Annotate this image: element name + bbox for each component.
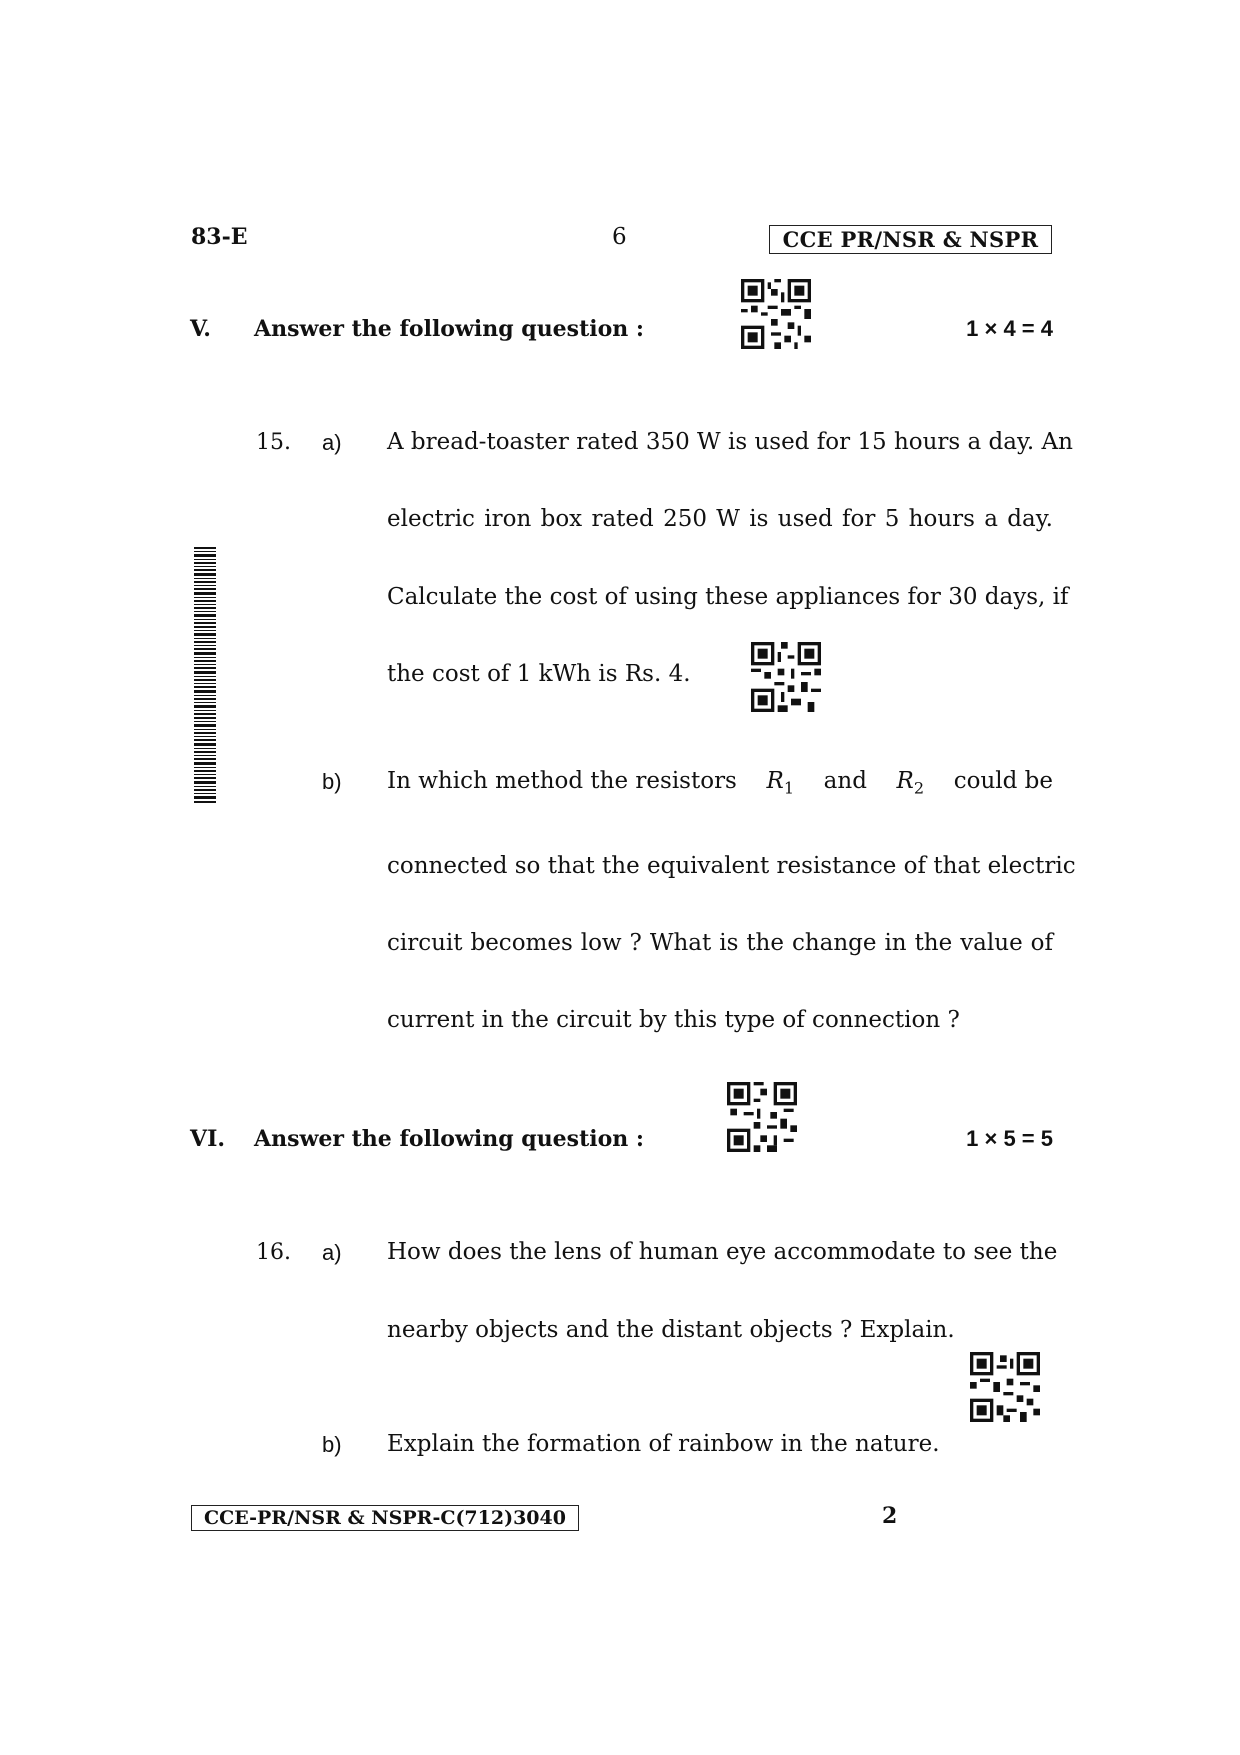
text: could be [953, 768, 1053, 794]
question-15b-line: connected so that the equivalent resistance of that electric [387, 853, 1076, 879]
resistor-r1 [766, 768, 794, 798]
subscript: 2 [913, 778, 925, 798]
page-number: 6 [612, 224, 627, 250]
paper-code: 83-E [191, 224, 248, 250]
exam-code-box: CCE PR/NSR & NSPR [769, 225, 1052, 254]
footer-code-box: CCE-PR/NSR & NSPR-C(712)3040 [191, 1505, 579, 1531]
resistor-r2 [897, 768, 925, 798]
question-15-number: 15. [256, 430, 291, 455]
section-v-title: Answer the following question : [254, 316, 645, 342]
question-15b-first-line [387, 768, 1053, 798]
question-16-number: 16. [256, 1240, 291, 1265]
section-vi-marks: 1 × 5 = 5 [966, 1126, 1053, 1151]
question-15a-line: A bread-toaster rated 350 W is used for 15 hours a day. An [387, 429, 1073, 455]
question-15b-line: current in the circuit by this type of connection ? [387, 1007, 960, 1033]
section-v-marks: 1 × 4 = 4 [966, 316, 1053, 341]
question-16a-label: a) [322, 1240, 342, 1265]
question-16a-line: nearby objects and the distant objects ? Explain. [387, 1317, 955, 1343]
text: and [823, 768, 867, 794]
qr-code-icon [741, 279, 811, 349]
footer-sheet-number: 2 [882, 1503, 898, 1529]
barcode-icon [194, 547, 216, 803]
section-vi-title: Answer the following question : [254, 1126, 645, 1152]
question-16b-label: b) [322, 1432, 342, 1457]
question-15b-label: b) [322, 769, 342, 794]
text: In which method the resistors [387, 768, 737, 794]
qr-code-icon [727, 1082, 797, 1152]
question-15a-line: Calculate the cost of using these appliances for 30 days, if [387, 584, 1069, 610]
question-15a-line: the cost of 1 kWh is Rs. 4. [387, 661, 691, 687]
question-16b-line: Explain the formation of rainbow in the nature. [387, 1431, 940, 1457]
question-16a-line: How does the lens of human eye accommodate to see the [387, 1239, 1058, 1265]
question-15b-line: circuit becomes low ? What is the change in the value of [387, 930, 1053, 956]
resistor-symbol: R [896, 768, 914, 794]
resistor-symbol: R [766, 768, 784, 794]
question-15a-label: a) [322, 430, 342, 455]
subscript: 1 [783, 778, 795, 798]
qr-code-icon [970, 1352, 1040, 1422]
section-v-numeral: V. [190, 316, 211, 342]
question-15a-line: electric iron box rated 250 W is used for 5 hours a day. [387, 506, 1053, 532]
section-vi-numeral: VI. [190, 1126, 226, 1152]
